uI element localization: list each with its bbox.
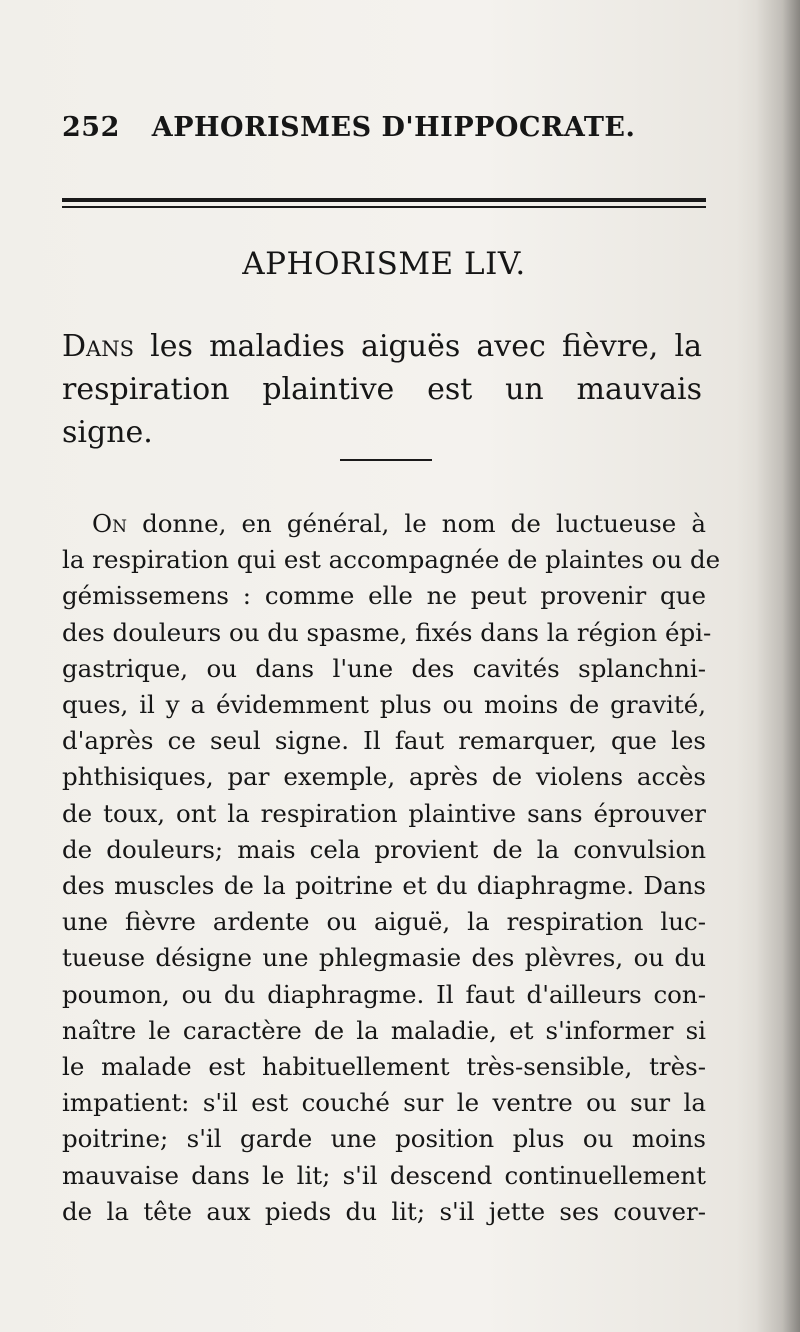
header-rule-thick bbox=[62, 198, 706, 202]
commentary-line: poitrine; s'il garde une position plus ou moins bbox=[62, 1124, 706, 1154]
commentary-line: le malade est habituellement très-sensible, très- bbox=[62, 1052, 706, 1082]
aphorism-lead-word: Dans bbox=[62, 329, 134, 364]
commentary-line: gémissemens : comme elle ne peut provenir que bbox=[62, 581, 706, 611]
running-header bbox=[62, 112, 712, 143]
page-number: 252 bbox=[62, 112, 120, 143]
commentary-line: gastrique, ou dans l'une des cavités splanchni- bbox=[62, 653, 706, 683]
commentary-line: des douleurs ou du spasme, fixés dans la région épi- bbox=[62, 617, 712, 647]
commentary-line: ques, il y a évidemment plus ou moins de gravité, bbox=[62, 690, 706, 720]
aphorism-text bbox=[62, 325, 702, 454]
commentary-line: d'après ce seul signe. Il faut remarquer, que les bbox=[62, 726, 706, 756]
commentary-line: tueuse désigne une phlegmasie des plèvres, ou du bbox=[62, 943, 706, 973]
commentary-line: de douleurs; mais cela provient de la convulsion bbox=[62, 834, 706, 864]
aphorism-body: les maladies aiguës avec fièvre, la respiration plaintive est un mauvais signe. bbox=[62, 329, 702, 450]
aphorism-title: APHORISME LIV. bbox=[242, 246, 526, 282]
commentary-line: impatient: s'il est couché sur le ventre ou sur la bbox=[62, 1088, 706, 1118]
commentary-line: On donne, en général, le nom de luctueuse à bbox=[92, 509, 706, 538]
commentary-line: de toux, ont la respiration plaintive sans éprouver bbox=[62, 798, 706, 828]
commentary-line: poumon, ou du diaphragme. Il faut d'ailleurs con- bbox=[62, 979, 706, 1009]
section-separator bbox=[340, 459, 432, 461]
commentary-line: phthisiques, par exemple, après de violens accès bbox=[62, 762, 706, 792]
page-edge-shadow bbox=[756, 0, 800, 1332]
commentary-line: la respiration qui est accompagnée de plaintes ou de bbox=[62, 545, 721, 575]
commentary bbox=[62, 506, 721, 1230]
commentary-line: mauvaise dans le lit; s'il descend continuellement bbox=[62, 1160, 706, 1190]
commentary-line: naître le caractère de la maladie, et s'informer si bbox=[62, 1015, 706, 1045]
running-title: APHORISMES D'HIPPOCRATE. bbox=[151, 112, 636, 143]
commentary-line: une fièvre ardente ou aiguë, la respiration luc- bbox=[62, 907, 706, 937]
header-rule-thin bbox=[62, 206, 706, 208]
commentary-line: des muscles de la poitrine et du diaphragme. Dans bbox=[62, 871, 706, 901]
commentary-lead-word: On bbox=[92, 509, 127, 538]
commentary-line: de la tête aux pieds du lit; s'il jette ses couver- bbox=[62, 1196, 706, 1226]
